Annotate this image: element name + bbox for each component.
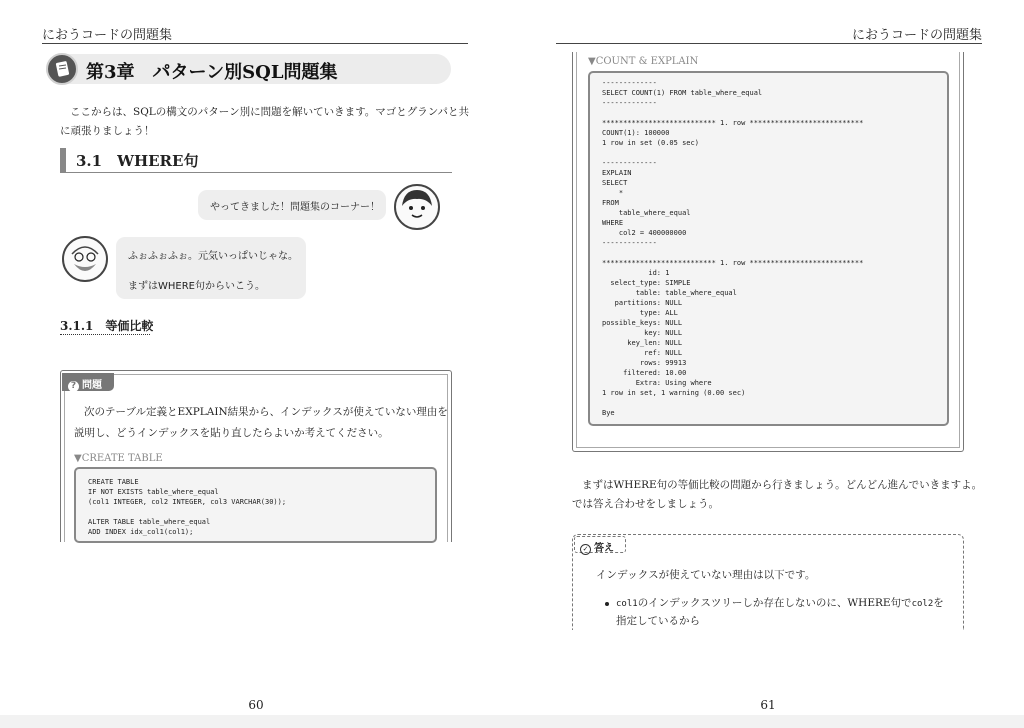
inline-code: col1	[616, 599, 638, 609]
check-circle-icon: ✓	[580, 544, 591, 555]
grandpa-avatar	[62, 236, 108, 282]
question-text	[74, 402, 448, 444]
code-line: Extra: Using where	[602, 379, 712, 387]
code-line: CREATE TABLE	[88, 478, 139, 486]
body-line: では答え合わせをしましょう。	[572, 498, 719, 510]
code-line: Bye	[602, 409, 615, 417]
body-line: まずはWHERE句の等価比較の問題から行きましょう。どんどん進んでいきますよ。	[582, 479, 983, 491]
intro-line: に頑張りましょう！	[60, 125, 155, 137]
question-line: 次のテーブル定義とEXPLAIN結果から、インデックスが使えていない理由を	[84, 406, 448, 418]
speech-bubble-mago	[198, 190, 386, 220]
code-line: *	[602, 189, 624, 197]
code-line: WHERE	[602, 219, 624, 227]
running-header: におうコードの問題集	[851, 28, 982, 43]
question-tag	[62, 373, 114, 391]
intro-paragraph	[60, 103, 469, 141]
code-line: ref: NULL	[602, 349, 683, 357]
speech-line: やってきました！問題集のコーナー！	[210, 202, 380, 213]
subsection-rule	[60, 334, 150, 335]
code-line: table: table_where_equal	[602, 289, 737, 297]
mago-avatar	[394, 184, 440, 230]
question-icon: ?	[68, 381, 79, 392]
speech-line: ふぉふぉふぉ。元気いっぱいじゃな。	[128, 251, 298, 262]
answer-tag-label: 答え	[594, 543, 614, 554]
question-line: 説明し、どうインデックスを貼り直したらよいか考えてください。	[74, 427, 389, 439]
intro-line: ここからは、SQLの構文のパターン別に問題を解いていきます。マゴとグランパと共	[70, 106, 469, 118]
explain-code	[588, 71, 949, 426]
chapter-title: 第3章 パターン別SQL問題集	[86, 62, 338, 83]
code-line: SELECT	[602, 179, 628, 187]
code-line: (col1 INTEGER, col2 INTEGER, col3 VARCHAR(30));	[88, 498, 287, 506]
header-rule	[42, 43, 468, 44]
code-line: ALTER TABLE table_where_equal	[88, 518, 211, 526]
code-line: FROM	[602, 199, 619, 207]
code-line: -------------	[602, 99, 657, 107]
code-line: IF NOT EXISTS table_where_equal	[88, 488, 219, 496]
code-line: partitions: NULL	[602, 299, 683, 307]
code-line: ADD INDEX idx_col1(col1);	[88, 528, 194, 536]
code-line: -------------	[602, 159, 657, 167]
code-line: 1 row in set (0.05 sec)	[602, 139, 699, 147]
bullet-text: を	[933, 597, 944, 609]
page-number: 61	[760, 698, 776, 712]
code-label: ▼CREATE TABLE	[74, 453, 163, 464]
bullet-dot	[605, 602, 609, 606]
running-header: におうコードの問題集	[42, 28, 173, 43]
code-line: *************************** 1. row ***************************	[602, 259, 864, 267]
code-line: id: 1	[602, 269, 670, 277]
speech-bubble-grandpa	[116, 237, 306, 299]
code-line: -------------	[602, 239, 657, 247]
book-icon	[46, 53, 78, 85]
answer-intro: インデックスが使えていない理由は以下です。	[596, 569, 816, 581]
answer-bullet-continued: 指定しているから	[616, 615, 700, 627]
code-line: *************************** 1. row ***************************	[602, 119, 864, 127]
code-line: -------------	[602, 79, 657, 87]
section-title: 3.1 WHERE句	[76, 152, 199, 170]
body-paragraph	[572, 476, 982, 514]
code-line: col2 = 400000000	[602, 229, 687, 237]
code-line: type: ALL	[602, 309, 678, 317]
bullet-text: のインデックスツリーしか存在しないのに、WHERE句で	[637, 597, 912, 609]
section-bar	[60, 148, 66, 172]
code-label: ▼COUNT & EXPLAIN	[588, 56, 699, 67]
question-tag-label: 問題	[82, 380, 102, 391]
code-line: rows: 99913	[602, 359, 687, 367]
inline-code: col2	[911, 599, 934, 609]
code-line: possible_keys: NULL	[602, 319, 683, 327]
answer-bullet	[616, 594, 944, 614]
code-line: key_len: NULL	[602, 339, 683, 347]
speech-line: まずはWHERE句からいこう。	[128, 281, 265, 292]
subsection-title: 3.1.1 等価比較	[60, 319, 154, 333]
section-rule	[60, 172, 452, 173]
bottom-shade	[0, 715, 1024, 728]
answer-tag	[574, 536, 626, 553]
code-line: EXPLAIN	[602, 169, 632, 177]
code-line: SELECT COUNT(1) FROM table_where_equal	[602, 89, 763, 97]
code-line: table_where_equal	[602, 209, 691, 217]
code-line: key: NULL	[602, 329, 683, 337]
code-line: select_type: SIMPLE	[602, 279, 691, 287]
header-rule	[556, 43, 982, 44]
page-number: 60	[248, 698, 264, 712]
create-table-code	[74, 467, 437, 543]
code-line: COUNT(1): 100000	[602, 129, 670, 137]
code-line: 1 row in set, 1 warning (0.00 sec)	[602, 389, 746, 397]
code-line: filtered: 10.00	[602, 369, 687, 377]
